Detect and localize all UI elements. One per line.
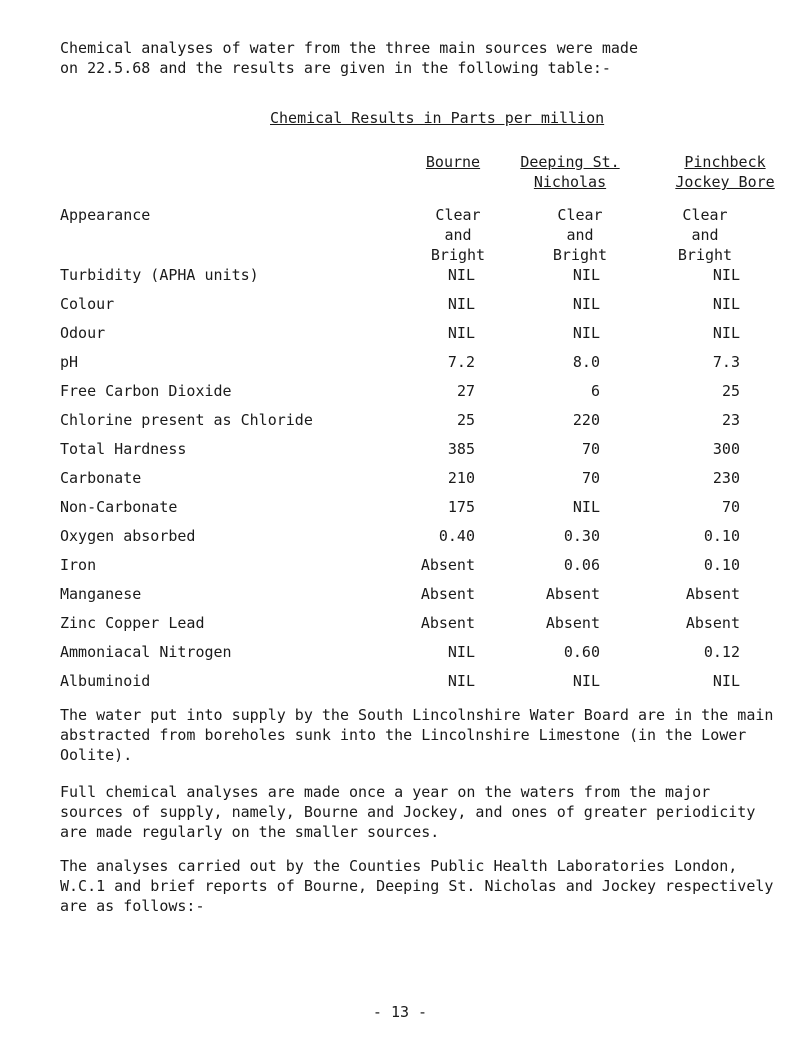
row-label: Total Hardness xyxy=(60,440,187,458)
cell-deeping: 70 xyxy=(581,469,600,487)
cell-deeping: NIL xyxy=(572,295,600,313)
paragraph-laboratory-reports: The analyses carried out by the Counties Public Health Laboratories London, W.C.1 and brief reports of Bourne, Deeping St. Nicholas and Jockey respectively are as follows:- xyxy=(60,857,774,915)
column-header-pinchbeck-line1: Pinchbeck xyxy=(684,153,766,171)
appearance-line1: Clear xyxy=(557,206,603,224)
row-label: Turbidity (APHA units) xyxy=(60,266,259,284)
row-label-appearance: Appearance xyxy=(60,206,151,224)
cell-pinchbeck: NIL xyxy=(712,295,740,313)
row-label: Ammoniacal Nitrogen xyxy=(60,643,232,661)
column-header-deeping-line1: Deeping St. xyxy=(520,153,620,171)
column-header-pinchbeck xyxy=(660,152,790,192)
cell-deeping: 0.30 xyxy=(563,527,600,545)
column-header-deeping xyxy=(510,152,630,192)
column-header-bourne-label: Bourne xyxy=(425,153,481,171)
cell-deeping: NIL xyxy=(572,266,600,284)
cell-bourne: Absent xyxy=(420,585,475,603)
row-label: Non-Carbonate xyxy=(60,498,178,516)
cell-pinchbeck: 23 xyxy=(721,411,740,429)
cell-deeping: 220 xyxy=(572,411,600,429)
cell-pinchbeck: 0.10 xyxy=(703,556,740,574)
cell-deeping: 70 xyxy=(581,440,600,458)
cell-pinchbeck: 230 xyxy=(712,469,740,487)
cell-bourne: 0.40 xyxy=(438,527,475,545)
row-label: Colour xyxy=(60,295,115,313)
row-label: Zinc Copper Lead xyxy=(60,614,205,632)
cell-bourne: NIL xyxy=(447,672,475,690)
cell-bourne: 25 xyxy=(456,411,475,429)
appearance-line1: Clear xyxy=(682,206,728,224)
cell-pinchbeck: NIL xyxy=(712,324,740,342)
cell-pinchbeck: 0.10 xyxy=(703,527,740,545)
cell-deeping: Absent xyxy=(545,614,600,632)
table-caption: Chemical Results in Parts per million xyxy=(270,109,605,127)
cell-bourne: NIL xyxy=(447,643,475,661)
cell-bourne: 210 xyxy=(447,469,475,487)
appearance-line3: Bright xyxy=(552,246,608,264)
appearance-bourne xyxy=(418,205,498,265)
cell-pinchbeck: 300 xyxy=(712,440,740,458)
cell-pinchbeck: 0.12 xyxy=(703,643,740,661)
intro-line-1: Chemical analyses of water from the three main sources were made xyxy=(60,39,638,57)
cell-pinchbeck: Absent xyxy=(685,585,740,603)
cell-bourne: NIL xyxy=(447,295,475,313)
cell-deeping: NIL xyxy=(572,672,600,690)
page-number: - 13 - xyxy=(372,1003,428,1021)
cell-bourne: 385 xyxy=(447,440,475,458)
row-label: Albuminoid xyxy=(60,672,151,690)
intro-text xyxy=(60,38,638,78)
cell-bourne: Absent xyxy=(420,556,475,574)
appearance-line3: Bright xyxy=(430,246,486,264)
cell-bourne: 27 xyxy=(456,382,475,400)
row-label: Chlorine present as Chloride xyxy=(60,411,313,429)
cell-bourne: NIL xyxy=(447,266,475,284)
column-header-pinchbeck-line2: Jockey Bore xyxy=(675,173,775,191)
column-header-bourne xyxy=(408,152,498,172)
row-label: Manganese xyxy=(60,585,142,603)
cell-deeping: 6 xyxy=(590,382,600,400)
cell-pinchbeck: Absent xyxy=(685,614,740,632)
cell-deeping: 0.06 xyxy=(563,556,600,574)
appearance-line2: and xyxy=(691,226,719,244)
cell-deeping: NIL xyxy=(572,324,600,342)
cell-bourne: 7.2 xyxy=(447,353,475,371)
appearance-line2: and xyxy=(566,226,594,244)
cell-deeping: 8.0 xyxy=(572,353,600,371)
paragraph-water-supply: The water put into supply by the South Lincolnshire Water Board are in the main abstracted from boreholes sunk into the Lincolnshire Limestone (in the Lower Oolite). xyxy=(60,706,774,764)
cell-bourne: 175 xyxy=(447,498,475,516)
cell-pinchbeck: 70 xyxy=(721,498,740,516)
appearance-pinchbeck xyxy=(665,205,745,265)
cell-pinchbeck: NIL xyxy=(712,266,740,284)
appearance-deeping xyxy=(540,205,620,265)
paragraph-full-analyses: Full chemical analyses are made once a year on the waters from the major sources of supply, namely, Bourne and Jockey, and ones of greater periodicity are made regularly on the smaller sources. xyxy=(60,783,756,841)
row-label: Odour xyxy=(60,324,106,342)
row-label: Oxygen absorbed xyxy=(60,527,196,545)
appearance-line3: Bright xyxy=(677,246,733,264)
row-label: Free Carbon Dioxide xyxy=(60,382,232,400)
cell-bourne: Absent xyxy=(420,614,475,632)
cell-pinchbeck: 7.3 xyxy=(712,353,740,371)
cell-bourne: NIL xyxy=(447,324,475,342)
appearance-line2: and xyxy=(444,226,472,244)
cell-deeping: Absent xyxy=(545,585,600,603)
row-label: pH xyxy=(60,353,79,371)
appearance-line1: Clear xyxy=(435,206,481,224)
cell-deeping: 0.60 xyxy=(563,643,600,661)
row-label: Carbonate xyxy=(60,469,142,487)
cell-pinchbeck: 25 xyxy=(721,382,740,400)
row-label: Iron xyxy=(60,556,97,574)
cell-deeping: NIL xyxy=(572,498,600,516)
intro-line-2: on 22.5.68 and the results are given in the following table:- xyxy=(60,59,611,77)
cell-pinchbeck: NIL xyxy=(712,672,740,690)
column-header-deeping-line2: Nicholas xyxy=(533,173,607,191)
